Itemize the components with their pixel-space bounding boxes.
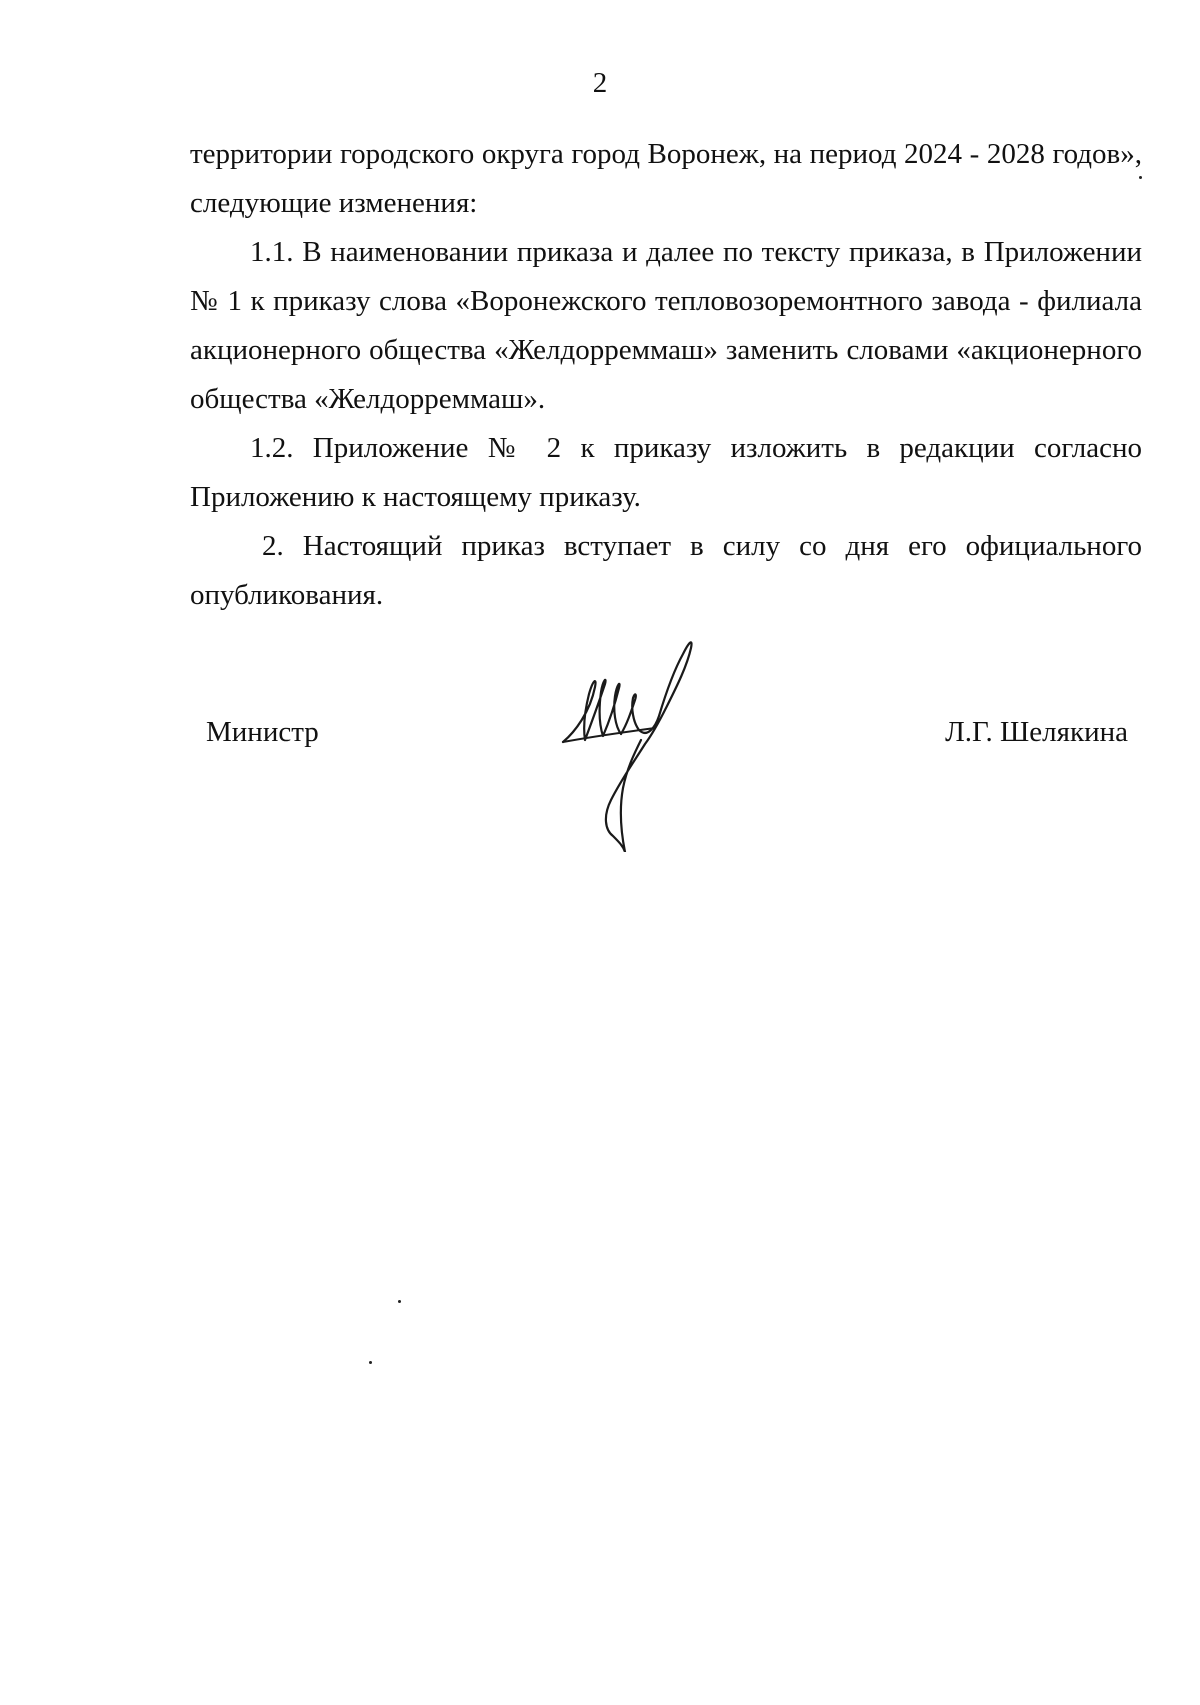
body-line-2: следующие изменения: bbox=[190, 187, 478, 219]
clause-1-1-line-4: общества «Желдорреммаш». bbox=[190, 383, 546, 415]
clause-1-1-line-3: акционерного общества «Желдорреммаш» заменить словами «акционерного bbox=[190, 334, 1142, 366]
scan-speck bbox=[398, 1300, 401, 1303]
document-body bbox=[190, 130, 1142, 620]
clause-2-line-1: 2. Настоящий приказ вступает в силу со дня его официального bbox=[262, 530, 1142, 562]
page-number: 2 bbox=[592, 67, 608, 99]
clause-1-2-line-1: 1.2. Приложение № 2 к приказу изложить в редакции согласно bbox=[250, 432, 1142, 464]
clause-1-2-line-2: Приложению к настоящему приказу. bbox=[190, 481, 641, 513]
signer-name: Л.Г. Шелякина bbox=[945, 716, 1128, 748]
scan-speck bbox=[369, 1361, 372, 1364]
clause-1-1-line-1: 1.1. В наименовании приказа и далее по тексту приказа, в Приложении bbox=[250, 236, 1142, 268]
clause-1-1-line-2: № 1 к приказу слова «Воронежского тепловозоремонтного завода - филиала bbox=[190, 285, 1142, 317]
body-line-1: территории городского округа город Воронеж, на период 2024 - 2028 годов», bbox=[190, 138, 1142, 170]
scan-speck bbox=[1139, 176, 1142, 179]
signer-title: Министр bbox=[206, 716, 319, 748]
handwritten-signature bbox=[555, 632, 735, 852]
clause-2-line-2: опубликования. bbox=[190, 579, 384, 611]
